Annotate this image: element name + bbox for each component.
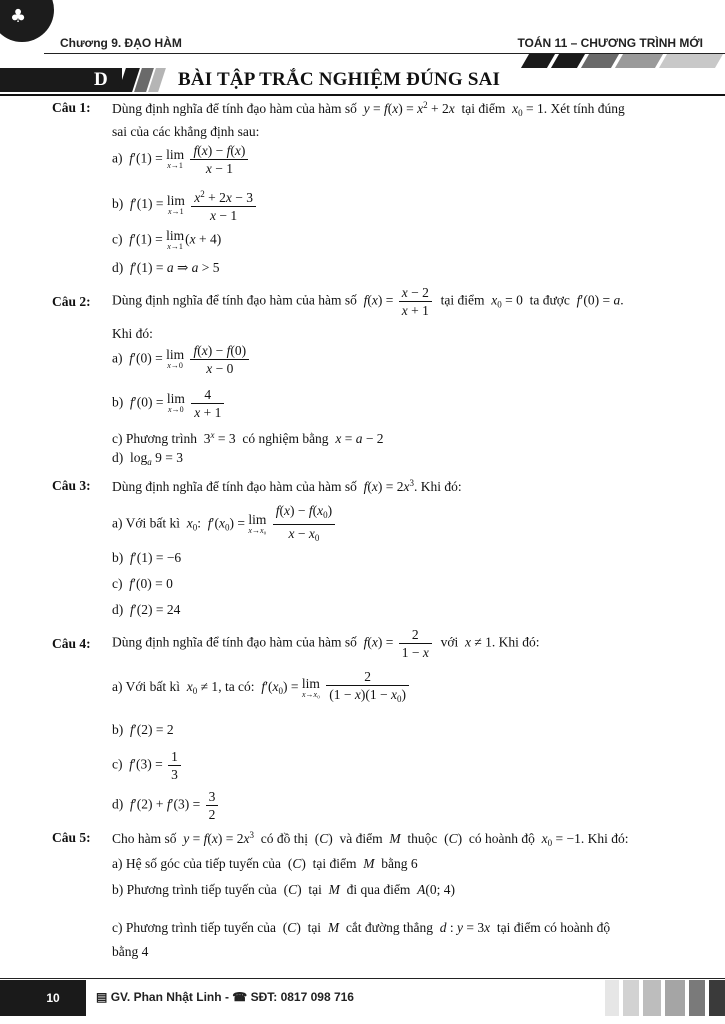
section-title: BÀI TẬP TRẮC NGHIỆM ĐÚNG SAI: [178, 69, 501, 90]
page-number: 10: [46, 991, 60, 1005]
question-label: Câu 1:: [52, 100, 91, 115]
page-footer: [0, 978, 725, 1018]
option-c: c) f′(3) = $\frac{1}{3}$: [112, 748, 183, 783]
footer-credit: ▤ GV. Phan Nhật Linh - ☎ SĐT: 0817 098 716: [96, 990, 354, 1004]
option-a: a) f′(0) = lim x→0 $\frac{f(x) - f(0)}{x - 0}$: [112, 342, 251, 377]
page-number-box: [0, 980, 86, 1016]
corner-logo: [0, 0, 54, 42]
option-d: d) f′(2) + f′(3) = $\frac{3}{2}$: [112, 788, 220, 823]
option-d: d) f′(1) = a ⇒ a > 5: [112, 260, 220, 275]
question-label: Câu 4:: [52, 636, 91, 651]
option-c: c) f′(0) = 0: [112, 576, 173, 591]
question-label: Câu 2:: [52, 294, 91, 309]
option-a: a) Hệ số góc của tiếp tuyến của (C) tại điểm M bằng 6: [112, 856, 418, 871]
option-b: b) f′(2) = 2: [112, 722, 174, 737]
option-b: b) f′(1) = lim x→1 $\frac{x^2 + 2x - 3}{x - 1}$: [112, 186, 258, 224]
question-label: Câu 5:: [52, 830, 91, 845]
option-c: c) f′(1) = lim x→1 (x + 4): [112, 228, 222, 251]
question-label: Câu 3:: [52, 478, 91, 493]
footer-stripes: [605, 980, 725, 1016]
question-stem-cont: sai của các khẳng định sau:: [112, 124, 260, 139]
option-a: a) Với bất kì $x_0$: $f'(x_0) = \lim$ x→x₀ $\frac{f(x) - f(x_0)}{x - x_0}$: [112, 502, 337, 547]
chapter-title: Chương 9. ĐẠO HÀM: [60, 36, 182, 50]
section-banner: [0, 68, 725, 94]
header-stripes: [515, 54, 715, 68]
option-b: b) f′(1) = −6: [112, 550, 182, 565]
question-stem: Dùng định nghĩa để tính đạo hàm của hàm số f(x) = $\frac{x - 2}{x + 1}$ tại điểm $x_0 = 0$ ta được f′(0) = a.: [112, 285, 624, 318]
question-stem: Dùng định nghĩa để tính đạo hàm của hàm số $f(x) = 2x^3$. Khi đó:: [112, 478, 462, 494]
option-a: a) f′(1) = lim x→1 $\frac{f(x) - f(x)}{x - 1}$: [112, 142, 250, 177]
phone-icon: ☎: [232, 990, 248, 1004]
option-c-cont: bằng 4: [112, 944, 149, 959]
author-name: GV. Phan Nhật Linh: [110, 990, 222, 1004]
question-stem: Dùng định nghĩa để tính đạo hàm của hàm số $y = f(x) = x^2 + 2x$ tại điểm $x_0 = 1$. Xét tính đúng: [112, 100, 625, 118]
question-stem: Cho hàm số $y = f(x) = 2x^3$ có đồ thị (C) và điểm M thuộc (C) có hoành độ $x_0 = -1$. Khi đó:: [112, 830, 629, 848]
logo-mark-icon: ♣: [10, 6, 27, 27]
section-letter: D: [94, 69, 108, 90]
course-title: TOÁN 11 – CHƯƠNG TRÌNH MỚI: [517, 36, 703, 50]
question-stem-cont: Khi đó:: [112, 326, 153, 341]
option-b: b) f′(0) = lim x→0 $\frac{4}{x + 1}$: [112, 386, 226, 421]
option-c: c) Phương trình tiếp tuyến của (C) tại M cắt đường thẳng d : y = 3x tại điểm có hoành độ: [112, 920, 611, 935]
option-a: a) Với bất kì $x_0 \ne 1$, ta có: $f'(x_0) = \lim$ x→x₀ $\frac{2}{(1 - x)(1 - x_0)}$: [112, 668, 411, 708]
option-d: d) $\log_a 9 = 3$: [112, 450, 183, 467]
phone-number: SĐT: 0817 098 716: [250, 990, 354, 1004]
question-stem: Dùng định nghĩa để tính đạo hàm của hàm số f(x) = $\frac{2}{1 - x}$ với x ≠ 1. Khi đó:: [112, 627, 540, 660]
document-icon: ▤: [96, 990, 108, 1004]
option-d: d) f′(2) = 24: [112, 602, 181, 617]
option-c: c) Phương trình $3^x = 3$ có nghiệm bằng x = a − 2: [112, 430, 384, 446]
option-b: b) Phương trình tiếp tuyến của (C) tại M đi qua điểm A(0; 4): [112, 882, 455, 897]
